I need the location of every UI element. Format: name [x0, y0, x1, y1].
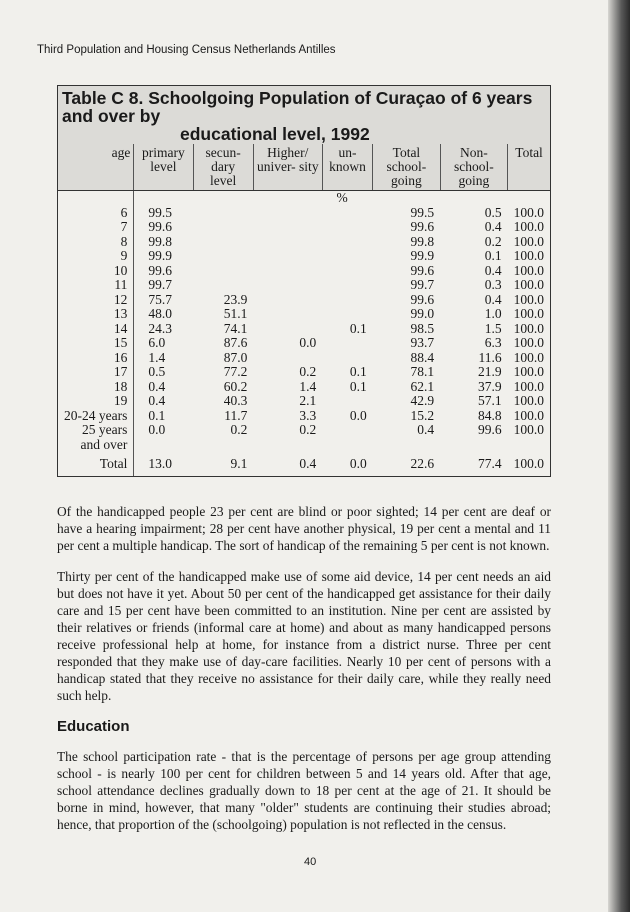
- table-row: [58, 380, 550, 395]
- table-title: [58, 86, 550, 144]
- content-column: [57, 85, 551, 833]
- table-cell: 0.1: [349, 364, 367, 379]
- table-cell: 16: [58, 351, 134, 366]
- table-cell: 0.1: [484, 248, 502, 263]
- table-row: [58, 235, 550, 250]
- table-cell: 100.0: [513, 422, 544, 437]
- table-cell: [508, 438, 550, 453]
- table-cell: 13: [58, 307, 134, 322]
- scan-edge: [608, 0, 630, 912]
- table-cell: [253, 307, 322, 322]
- table-cell: 17: [58, 365, 134, 380]
- table-cell: 100.0: [513, 320, 544, 336]
- table-cell: 100.0: [513, 455, 544, 471]
- table-cell: 22.6: [410, 455, 435, 471]
- table-cell: [253, 264, 322, 279]
- table-cell: 13.0: [148, 455, 172, 471]
- table-cell: [253, 235, 322, 250]
- table-cell: and over: [58, 438, 134, 453]
- table-cell: 0.0: [349, 407, 367, 423]
- table-cell: 20-24 years: [58, 409, 134, 424]
- column-header: un- known: [322, 144, 373, 191]
- table-cell: [322, 307, 373, 322]
- table-cell: [253, 293, 322, 308]
- spacer-cell: [58, 191, 134, 206]
- table-cell: 0.1: [148, 407, 166, 423]
- table-cell: 88.4: [410, 349, 435, 365]
- table-cell: Total: [58, 452, 134, 476]
- table-cell: 42.9: [410, 393, 435, 408]
- table-row: [58, 365, 550, 380]
- table-cell: 99.8: [410, 233, 435, 249]
- table-cell: 10: [58, 264, 134, 279]
- table-cell: 0.0: [299, 335, 317, 350]
- table-cell: 6.0: [148, 335, 166, 350]
- table-cell: [373, 438, 440, 453]
- table-cell: [193, 438, 253, 453]
- table-cell: 0.5: [148, 364, 166, 379]
- table-cell: 100.0: [513, 364, 544, 379]
- unit-label: %: [336, 190, 348, 206]
- table-cell: [322, 206, 373, 221]
- table-cell: 100.0: [513, 378, 544, 394]
- table-cell: 100.0: [513, 393, 544, 408]
- column-header: Total: [508, 144, 550, 191]
- table-cell: 57.1: [477, 393, 502, 408]
- section-heading: Education: [57, 718, 130, 735]
- table-row: [58, 452, 550, 476]
- table-cell: 0.0: [148, 422, 166, 437]
- column-header: Higher/ univer- sity: [253, 144, 322, 191]
- table-cell: 87.6: [223, 335, 248, 350]
- table-cell: 99.0: [410, 306, 435, 321]
- table-cell: 11.6: [478, 349, 502, 365]
- table-cell: 100.0: [513, 349, 544, 365]
- table-cell: 14: [58, 322, 134, 337]
- table-cell: [134, 438, 193, 453]
- table-cell: [253, 438, 322, 453]
- table-cell: 100.0: [513, 204, 544, 220]
- table-row: [58, 423, 550, 438]
- table-cell: 1.0: [484, 306, 502, 321]
- table-cell: 99.7: [148, 277, 172, 292]
- table-cell: [322, 235, 373, 250]
- table-cell: 23.9: [223, 291, 248, 307]
- table-cell: 0.4: [484, 262, 502, 278]
- table-cell: 99.6: [410, 219, 435, 234]
- table-cell: 99.7: [410, 277, 435, 292]
- paragraph-handicap-assistance: Thirty per cent of the handicapped make use of some aid device, 14 per cent needs an aid but does not have it yet. About 50 per cent of the handicapped get assistance for their daily care and 15 per cent have been committed to an institution. Nine per cent are assisted by their relatives or friends (informal care at home) and about as many handicapped persons receive professional help at home, for instance from a district nurse. Three per cent responded that they make use of day-care facilities. Nearly 10 per cent of persons with a handicap stated that they receive no assistance for their daily care, while they really need such help.: [57, 569, 551, 703]
- table-cell: [440, 438, 507, 453]
- table-title-line1: Table C 8. Schoolgoing Population of Curaçao of 6 years and over by: [62, 88, 533, 126]
- table-cell: 25 years: [58, 423, 134, 438]
- table-cell: 100.0: [513, 335, 544, 350]
- table-row: [58, 322, 550, 337]
- table-row: [58, 293, 550, 308]
- table-row: [58, 336, 550, 351]
- table-cell: 99.8: [148, 233, 172, 249]
- table-row: [58, 206, 550, 221]
- table-cell: 21.9: [477, 364, 502, 379]
- table-cell: 77.4: [477, 455, 502, 471]
- table-cell: [322, 293, 373, 308]
- table-row: [58, 409, 550, 424]
- table-cell: 78.1: [410, 364, 435, 379]
- table-cell: 3.3: [299, 407, 317, 423]
- table-cell: 1.5: [484, 320, 502, 336]
- table-cell: [193, 206, 253, 221]
- table-cell: 15: [58, 336, 134, 351]
- table-cell: 37.9: [477, 378, 502, 394]
- table-cell: [322, 278, 373, 293]
- table-cell: 40.3: [223, 393, 248, 408]
- table-cell: 48.0: [148, 306, 172, 321]
- running-header: Third Population and Housing Census Netherlands Antilles: [37, 44, 336, 56]
- table-cell: [322, 336, 373, 351]
- table-cell: 0.2: [230, 422, 248, 437]
- table-cell: [322, 423, 373, 438]
- table-cell: 75.7: [148, 291, 172, 307]
- table-cell: 7: [58, 220, 134, 235]
- table-cell: [253, 322, 322, 337]
- column-header: Non- school- going: [440, 144, 507, 191]
- table-cell: 0.4: [484, 219, 502, 234]
- table-cell: 0.4: [484, 291, 502, 307]
- page-number: 40: [304, 856, 317, 868]
- table-cell: [253, 278, 322, 293]
- table-cell: 60.2: [223, 378, 248, 394]
- column-header: Total school- going: [373, 144, 440, 191]
- table-cell: 99.5: [148, 204, 172, 220]
- table-cell: [322, 438, 373, 453]
- table-cell: [322, 249, 373, 264]
- column-header: primary level: [134, 144, 193, 191]
- table-cell: 100.0: [513, 291, 544, 307]
- table-cell: 12: [58, 293, 134, 308]
- table-cell: 0.2: [299, 364, 317, 379]
- table-row: [58, 307, 550, 322]
- table-cell: 51.1: [223, 306, 248, 321]
- table-cell: 0.4: [417, 422, 435, 437]
- table-cell: 99.9: [410, 248, 435, 263]
- table-cell: 0.1: [349, 378, 367, 394]
- table-cell: [193, 264, 253, 279]
- table-cell: 74.1: [223, 320, 248, 336]
- table-c8: [57, 85, 551, 477]
- table-cell: 11: [58, 278, 134, 293]
- table-cell: [253, 206, 322, 221]
- table-cell: 100.0: [513, 277, 544, 292]
- table-cell: 77.2: [223, 364, 248, 379]
- table-cell: [253, 351, 322, 366]
- table-cell: [253, 249, 322, 264]
- table-cell: 0.4: [299, 455, 317, 471]
- table-cell: 87.0: [223, 349, 248, 365]
- table-cell: 0.5: [484, 204, 502, 220]
- table-row: [58, 249, 550, 264]
- table-cell: 8: [58, 235, 134, 250]
- table-cell: 0.4: [148, 378, 166, 394]
- table-cell: 99.6: [148, 262, 172, 278]
- table-cell: [193, 220, 253, 235]
- table-row: [58, 438, 550, 453]
- column-header: secun- dary level: [193, 144, 253, 191]
- table-cell: 11.7: [224, 407, 248, 423]
- table-cell: 93.7: [410, 335, 435, 350]
- table-title-line2: educational level, 1992: [180, 124, 370, 144]
- table-cell: [322, 351, 373, 366]
- table-cell: 99.6: [410, 291, 435, 307]
- table-cell: 99.6: [410, 262, 435, 278]
- table-cell: 1.4: [299, 378, 317, 394]
- paragraph-education: The school participation rate - that is the percentage of persons per age group attending school - is nearly 100 per cent for children between 5 and 14 years old. After that age, school attendance declines gradually down to 18 per cent at the age of 21. It should be borne in mind, however, that many "older" students are continuing their studies abroad; hence, that proportion of the (schoolgoing) population is not reflected in the census.: [57, 749, 551, 832]
- table-cell: 99.6: [148, 219, 172, 234]
- table-cell: 0.2: [484, 233, 502, 249]
- table-cell: 0.0: [349, 455, 367, 471]
- table-cell: 6.3: [484, 335, 502, 350]
- table-row: [58, 264, 550, 279]
- table-cell: 100.0: [513, 248, 544, 263]
- table-cell: [322, 220, 373, 235]
- table-cell: 99.9: [148, 248, 172, 263]
- table-cell: 1.4: [148, 349, 166, 365]
- column-header: age: [58, 144, 134, 191]
- table-cell: 9.1: [230, 455, 248, 471]
- table-cell: 19: [58, 394, 134, 409]
- table-cell: 100.0: [513, 262, 544, 278]
- data-table: [58, 144, 550, 476]
- table-row: [58, 351, 550, 366]
- table-cell: [253, 220, 322, 235]
- table-cell: 2.1: [299, 393, 317, 408]
- table-cell: 99.6: [477, 422, 502, 437]
- table-cell: 99.5: [410, 204, 435, 220]
- table-cell: 0.4: [148, 393, 166, 408]
- table-cell: 18: [58, 380, 134, 395]
- table-cell: 100.0: [513, 407, 544, 423]
- table-cell: 100.0: [513, 306, 544, 321]
- table-row: [58, 394, 550, 409]
- table-cell: 84.8: [477, 407, 502, 423]
- table-cell: [193, 249, 253, 264]
- table-row: [58, 278, 550, 293]
- table-cell: [322, 394, 373, 409]
- table-cell: 6: [58, 206, 134, 221]
- table-cell: [322, 264, 373, 279]
- table-cell: 15.2: [410, 407, 435, 423]
- table-cell: [193, 235, 253, 250]
- table-cell: 0.2: [299, 422, 317, 437]
- table-cell: 0.1: [349, 320, 367, 336]
- table-cell: 24.3: [148, 320, 172, 336]
- table-cell: 100.0: [513, 233, 544, 249]
- table-cell: 98.5: [410, 320, 435, 336]
- table-cell: 0.3: [484, 277, 502, 292]
- table-cell: [193, 278, 253, 293]
- table-cell: 100.0: [513, 219, 544, 234]
- table-row: [58, 220, 550, 235]
- paragraph-handicap-types: Of the handicapped people 23 per cent are blind or poor sighted; 14 per cent are deaf or have a hearing impairment; 28 per cent have another physical, 19 per cent a mental and 11 per cent a multiple handicap. The sort of handicap of the remaining 5 per cent is not known.: [57, 504, 551, 553]
- table-cell: 62.1: [410, 378, 435, 394]
- table-cell: 9: [58, 249, 134, 264]
